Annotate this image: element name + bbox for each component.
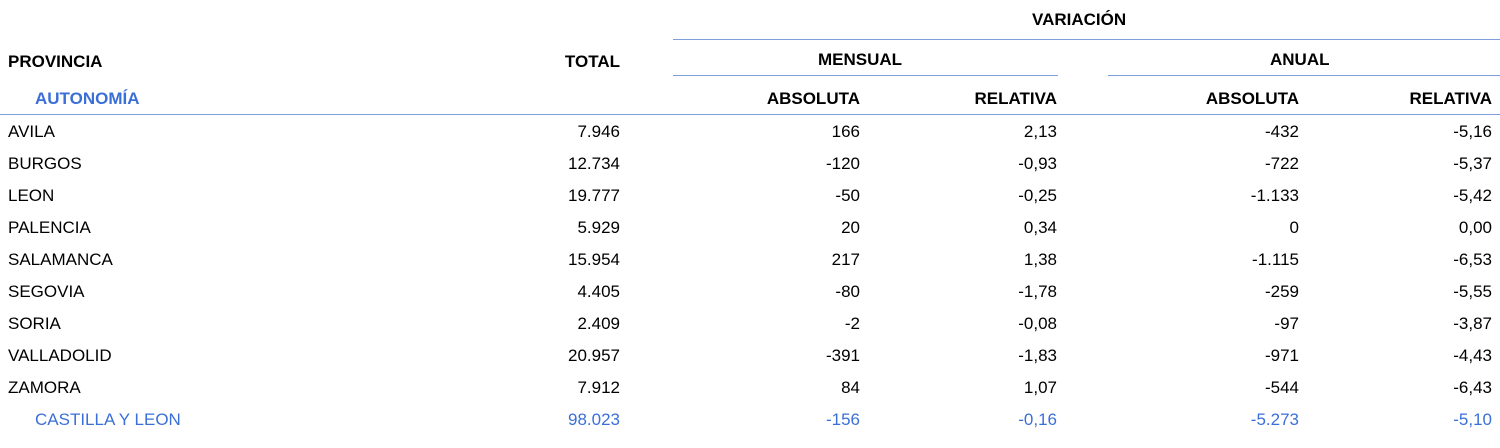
cell-mensual-absoluta: 166 <box>831 122 860 141</box>
cell-anual-relativa: 0,00 <box>1458 218 1492 237</box>
cell-anual-relativa: -4,43 <box>1453 346 1492 365</box>
cell-anual-absoluta: -97 <box>1274 314 1299 333</box>
cell-anual-relativa: -5,55 <box>1453 282 1492 301</box>
cell-provincia: AVILA <box>8 122 55 141</box>
cell-provincia: VALLADOLID <box>8 346 112 365</box>
header-variacion: VARIACIÓN <box>1032 10 1127 29</box>
header-anual-relativa: RELATIVA <box>1409 89 1492 108</box>
cell-anual-absoluta: -5.273 <box>1250 410 1299 429</box>
cell-anual-absoluta: 0 <box>1289 218 1299 237</box>
cell-total: 12.734 <box>568 154 620 173</box>
table-row <box>0 244 1500 276</box>
cell-total: 2.409 <box>577 314 620 333</box>
cell-provincia: SEGOVIA <box>8 282 85 301</box>
table-row <box>0 372 1500 404</box>
cell-provincia: CASTILLA Y LEON <box>35 410 181 429</box>
table-row <box>0 276 1500 308</box>
cell-mensual-relativa: -1,78 <box>1018 282 1057 301</box>
cell-provincia: ZAMORA <box>8 378 81 397</box>
cell-anual-relativa: -5,42 <box>1453 186 1492 205</box>
table-row <box>0 148 1500 180</box>
cell-mensual-relativa: -0,08 <box>1018 314 1057 333</box>
table-row <box>0 340 1500 372</box>
cell-mensual-absoluta: -120 <box>825 154 860 173</box>
cell-provincia: SORIA <box>8 314 61 333</box>
cell-mensual-relativa: 1,07 <box>1023 378 1057 397</box>
table-row <box>0 212 1500 244</box>
cell-total: 98.023 <box>568 410 620 429</box>
header-autonomia: AUTONOMÍA <box>35 89 140 108</box>
header-total: TOTAL <box>564 52 620 71</box>
cell-provincia: LEON <box>8 186 55 205</box>
cell-mensual-absoluta: -2 <box>844 314 860 333</box>
cell-anual-relativa: -6,43 <box>1453 378 1492 397</box>
cell-anual-relativa: -5,10 <box>1453 410 1492 429</box>
cell-anual-absoluta: -971 <box>1264 346 1299 365</box>
cell-total: 7.912 <box>577 378 620 397</box>
cell-mensual-relativa: -0,93 <box>1018 154 1057 173</box>
cell-total: 4.405 <box>577 282 620 301</box>
cell-provincia: SALAMANCA <box>8 250 113 269</box>
cell-total: 19.777 <box>568 186 620 205</box>
table-row <box>0 180 1500 212</box>
table-row <box>0 116 1500 148</box>
cell-mensual-absoluta: 217 <box>831 250 860 269</box>
cell-total: 15.954 <box>568 250 620 269</box>
table-row <box>0 308 1500 340</box>
header-anual: ANUAL <box>1270 50 1330 69</box>
cell-total: 7.946 <box>577 122 620 141</box>
cell-anual-absoluta: -1.133 <box>1250 186 1299 205</box>
header-mensual-absoluta: ABSOLUTA <box>766 89 860 108</box>
cell-mensual-absoluta: 84 <box>841 378 860 397</box>
cell-mensual-absoluta: -156 <box>825 410 860 429</box>
cell-anual-absoluta: -722 <box>1264 154 1299 173</box>
cell-mensual-relativa: 0,34 <box>1023 218 1057 237</box>
cell-anual-absoluta: -432 <box>1264 122 1299 141</box>
cell-anual-absoluta: -544 <box>1264 378 1299 397</box>
cell-total: 5.929 <box>577 218 620 237</box>
header-mensual-relativa: RELATIVA <box>974 89 1057 108</box>
cell-provincia: PALENCIA <box>8 218 91 237</box>
cell-provincia: BURGOS <box>8 154 82 173</box>
header-mensual: MENSUAL <box>818 50 903 69</box>
cell-anual-relativa: -3,87 <box>1453 314 1492 333</box>
cell-mensual-absoluta: 20 <box>841 218 860 237</box>
cell-mensual-relativa: -1,83 <box>1018 346 1057 365</box>
cell-mensual-relativa: -0,25 <box>1018 186 1057 205</box>
cell-anual-relativa: -6,53 <box>1453 250 1492 269</box>
cell-mensual-relativa: 2,13 <box>1023 122 1057 141</box>
cell-anual-relativa: -5,37 <box>1453 154 1492 173</box>
cell-mensual-absoluta: -391 <box>825 346 860 365</box>
cell-mensual-relativa: -0,16 <box>1018 410 1057 429</box>
header-anual-absoluta: ABSOLUTA <box>1205 89 1299 108</box>
cell-mensual-absoluta: -80 <box>835 282 860 301</box>
cell-mensual-relativa: 1,38 <box>1023 250 1057 269</box>
cell-anual-absoluta: -1.115 <box>1252 250 1299 269</box>
cell-anual-relativa: -5,16 <box>1453 122 1492 141</box>
cell-total: 20.957 <box>568 346 620 365</box>
cell-anual-absoluta: -259 <box>1264 282 1299 301</box>
total-row <box>0 404 1500 436</box>
header-provincia: PROVINCIA <box>8 52 103 71</box>
cell-mensual-absoluta: -50 <box>835 186 860 205</box>
